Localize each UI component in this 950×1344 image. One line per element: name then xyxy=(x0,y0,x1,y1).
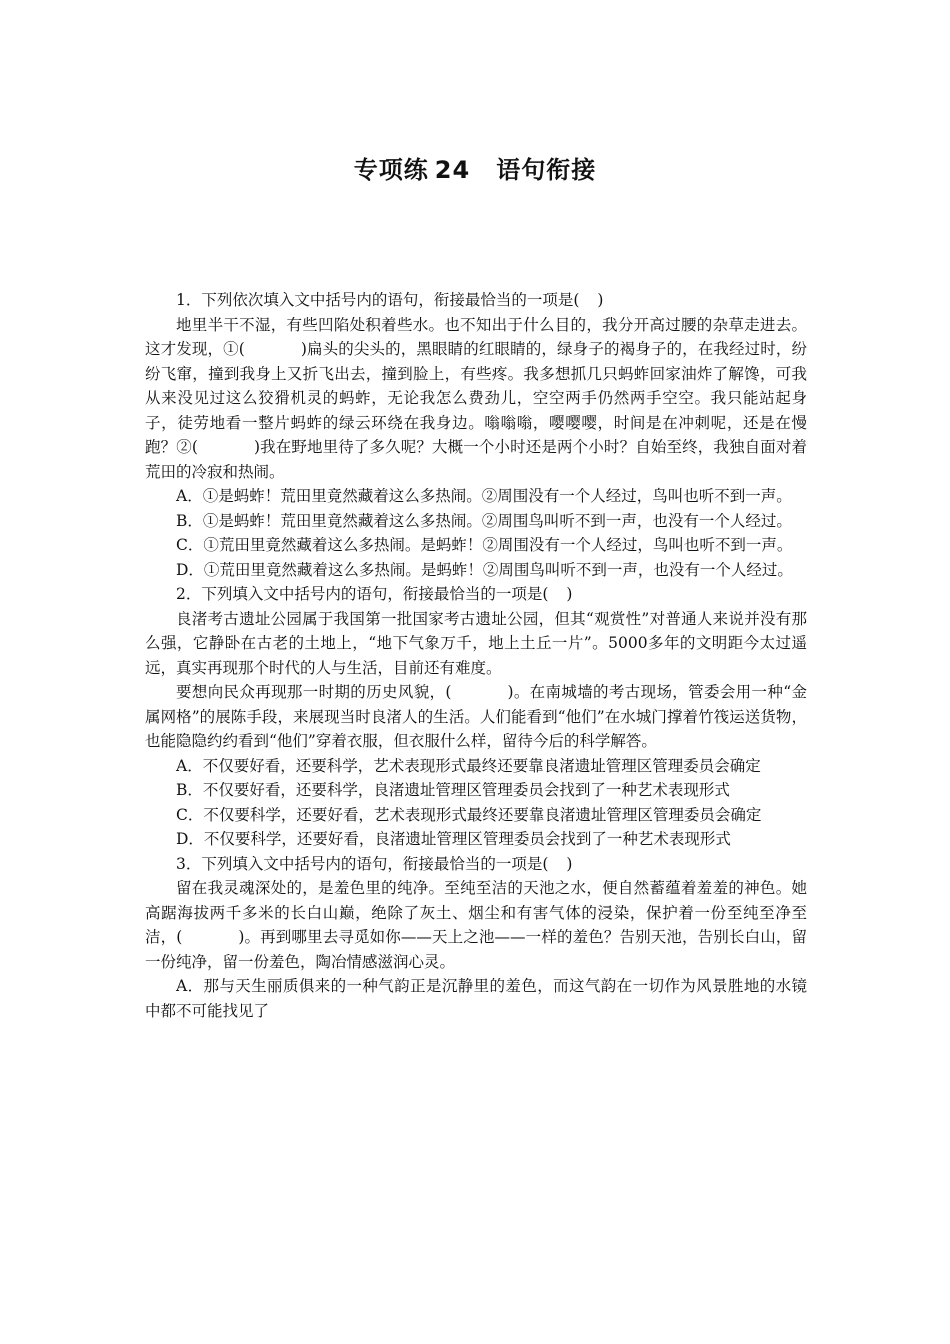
question-3-stem: 3．下列填入文中括号内的语句，衔接最恰当的一项是( ) xyxy=(176,854,573,873)
question-2-stem: 2．下列填入文中括号内的语句，衔接最恰当的一项是( ) xyxy=(176,585,573,603)
question-2-option-c: C．不仅要科学，还要好看，艺术表现形式最终还要靠良渚遗址管理区管理委员会确定 xyxy=(176,805,762,824)
question-1-option-b: B．①是蚂蚱！荒田里竟然藏着这么多热闹。②周围鸟叫听不到一声，也没有一个人经过。 xyxy=(176,511,792,530)
question-1-option-a: A．①是蚂蚱！荒田里竟然藏着这么多热闹。②周围没有一个人经过，鸟叫也听不到一声。 xyxy=(176,487,792,505)
question-1-passage: 地里半干不湿，有些凹陷处积着些水。也不知出于什么目的，我分开高过腰的杂草走进去。这才发现，①( )扁头的尖头的，黑眼睛的红眼睛的，绿身子的褐身子的，在我经过时，纷纷飞窜，撞到我身上又折飞出去，撞到脸上，有些疼。我多想抓几只蚂蚱回家油炸了解馋，可我从来没见过这么狡猾机灵的蚂蚱，无论我怎么费劲儿，空空两手仍然两手空空。我只能站起身子，徒劳地看一整片蚂蚱的绿云环绕在我身边。嗡嗡嗡，嘤嘤嘤，时间是在冲刺呢，还是在慢跑？②( )我在野地里待了多久呢？大概一个小时还是两个小时？自始至终，我独自面对着荒田的冷寂和热闹。 xyxy=(145,315,807,481)
question-3-passage: 留在我灵魂深处的，是羞色里的纯净。至纯至洁的天池之水，便自然蓄蕴着羞羞的神色。她高踞海拔两千多米的长白山巅，绝除了灰土、烟尘和有害气体的浸染，保护着一份至纯至净至洁，( )。再到哪里去寻觅如你——天上之池——一样的羞色？告别天池，告别长白山，留一份纯净，留一份羞色，陶冶情感滋润心灵。 xyxy=(145,879,807,971)
question-2-passage-2: 要想向民众再现那一时期的历史风貌，( )。在南城墙的考古现场，管委会用一种“金属网格”的展陈手段，来展现当时良渚人的生活。人们能看到“他们”在水城门撑着竹筏运送货物，也能隐隐约约看到“他们”穿着衣服，但衣服什么样，留待今后的科学解答。 xyxy=(145,683,807,750)
title-number: 24 xyxy=(434,156,471,184)
title-topic: 语句衔接 xyxy=(496,156,597,184)
page-title xyxy=(0,152,950,188)
question-2-option-d: D．不仅要科学，还要好看，良渚遗址管理区管理委员会找到了一种艺术表现形式 xyxy=(176,830,731,848)
question-3-option-a: A．那与天生丽质俱来的一种气韵正是沉静里的羞色，而这气韵在一切作为风景胜地的水镜中都不可能找见了 xyxy=(145,977,807,1020)
question-1-option-c: C．①荒田里竟然藏着这么多热闹。是蚂蚱！②周围没有一个人经过，鸟叫也听不到一声。 xyxy=(176,536,793,554)
title-prefix: 专项练 xyxy=(353,156,429,184)
question-2-passage-1: 良渚考古遗址公园属于我国第一批国家考古遗址公园，但其“观赏性”对普通人来说并没有那么强，它静卧在古老的土地上，“地下气象万千，地上土丘一片”。5000多年的文明距今太过遥远，真实再现那个时代的人与生活，目前还有难度。 xyxy=(145,609,807,677)
document-body xyxy=(145,288,807,1023)
question-2-option-b: B．不仅要好看，还要科学，良渚遗址管理区管理委员会找到了一种艺术表现形式 xyxy=(176,781,730,799)
question-1-option-d: D．①荒田里竟然藏着这么多热闹。是蚂蚱！②周围鸟叫听不到一声，也没有一个人经过。 xyxy=(176,560,793,579)
question-2-option-a: A．不仅要好看，还要科学，艺术表现形式最终还要靠良渚遗址管理区管理委员会确定 xyxy=(176,756,761,775)
question-1-stem: 1．下列依次填入文中括号内的语句，衔接最恰当的一项是( ) xyxy=(176,291,604,309)
